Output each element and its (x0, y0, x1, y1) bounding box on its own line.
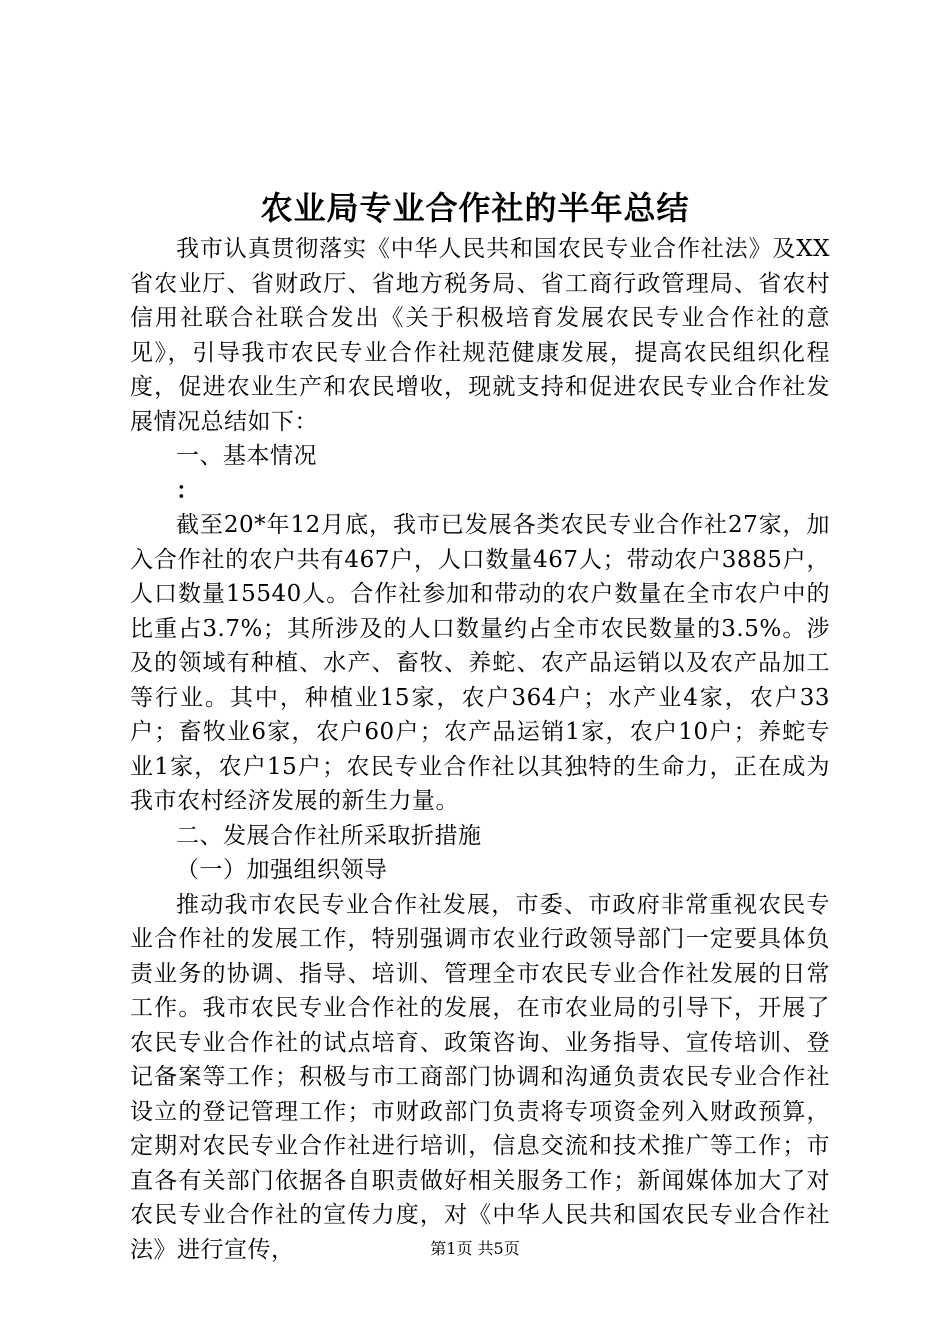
section-heading-basic: 一、基本情况 (176, 443, 317, 469)
document-body (130, 232, 830, 1267)
document-title: 农业局专业合作社的半年总结 (260, 189, 690, 227)
colon-line: ： (176, 476, 199, 504)
basic-situation-paragraph: 截至20*年12月底，我市已发展各类农民专业合作社27家，加入合作社的农户共有467户，人口数量467人；带动农户3885户，人口数量15540人。合作社参加和带动的农户数量在全市农户中的比重占3.7%；其所涉及的人口数量约占全市农民数量的3.5%。涉及的领域有种植、水产、畜牧、养蛇、农产品运销以及农产品加工等行业。其中，种植业15家，农户364户；水产业4家，农户33户；畜牧业6家，农户60户；农产品运销1家，农户10户；养蛇专业1家，农户15户；农民专业合作社以其独特的生命力，正在成为我市农村经济发展的新生力量。 (130, 512, 830, 814)
page-footer: 第1页 共5页 (430, 1239, 520, 1258)
subsection-heading-leadership: （一）加强组织领导 (176, 857, 388, 883)
measures-paragraph: 推动我市农民专业合作社发展，市委、市政府非常重视农民专业合作社的发展工作，特别强调市农业行政领导部门一定要具体负责业务的协调、指导、培训、管理全市农民专业合作社发展的日常工作。我市农民专业合作社的发展，在市农业局的引导下，开展了农民专业合作社的试点培育、政策咨询、业务指导、宣传培训、登记备案等工作；积极与市工商部门协调和沟通负责农民专业合作社设立的登记管理工作；市财政部门负责将专项资金列入财政预算，定期对农民专业合作社进行培训，信息交流和技术推广等工作；市直各有关部门依据各自职责做好相关服务工作；新闻媒体加大了对农民专业合作社的宣传力度，对《中华人民共和国农民专业合作社法》进行宣传， (130, 891, 830, 1263)
intro-paragraph: 我市认真贯彻落实《中华人民共和国农民专业合作社法》及XX省农业厅、省财政厅、省地方税务局、省工商行政管理局、省农村信用社联合社联合发出《关于积极培育发展农民专业合作社的意见》，引导我市农民专业合作社规范健康发展，提高农民组织化程度，促进农业生产和农民增收，现就支持和促进农民专业合作社发展情况总结如下： (130, 236, 830, 435)
section-heading-measures: 二、发展合作社所采取折措施 (176, 822, 482, 849)
